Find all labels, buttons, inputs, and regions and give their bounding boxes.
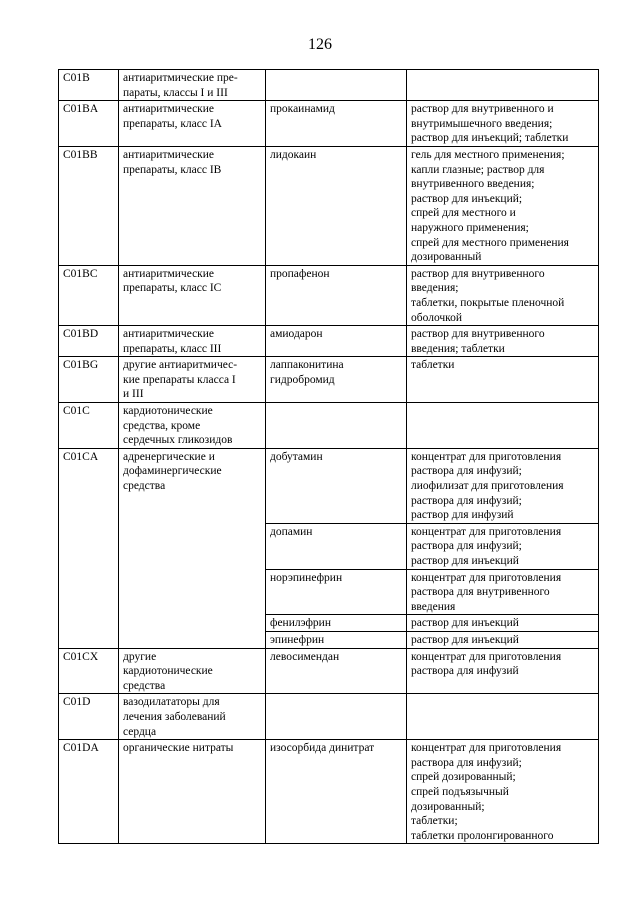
atc-group-cell: антиаритмические препараты, класс III <box>119 326 266 357</box>
dosage-form-cell: концентрат для приготовления раствора для инфузий; спрей дозированный; спрей подъязычный дозированный; таблетки; таблетки пролонгированного <box>407 740 599 844</box>
table-row <box>59 694 599 740</box>
atc-group-cell: антиаритмические препараты, класс IB <box>119 146 266 265</box>
drug-name-cell: эпинефрин <box>266 631 407 648</box>
drug-name-cell: прокаинамид <box>266 101 407 147</box>
table-row <box>59 101 599 147</box>
atc-group-cell: кардиотонические средства, кроме сердечных гликозидов <box>119 403 266 449</box>
atc-group-cell: другие антиаритмичес- кие препараты класса I и III <box>119 357 266 403</box>
atc-group-cell: адренергические и дофаминергические средства <box>119 448 266 648</box>
atc-code-cell: C01D <box>59 694 119 740</box>
dosage-form-cell: раствор для внутривенного введения; таблетки <box>407 326 599 357</box>
table-row <box>59 146 599 265</box>
dosage-form-cell: раствор для инъекций <box>407 615 599 632</box>
dosage-form-cell: концентрат для приготовления раствора для инфузий; лиофилизат для приготовления раствора для инфузий; раствор для инфузий <box>407 448 599 523</box>
dosage-form-cell <box>407 694 599 740</box>
atc-code-cell: C01DA <box>59 740 119 844</box>
drug-name-cell: добутамин <box>266 448 407 523</box>
atc-code-cell: C01B <box>59 70 119 101</box>
drug-name-cell <box>266 694 407 740</box>
drug-name-cell <box>266 403 407 449</box>
dosage-form-cell <box>407 403 599 449</box>
dosage-form-cell: раствор для инъекций <box>407 631 599 648</box>
dosage-form-cell <box>407 70 599 101</box>
drug-name-cell: лидокаин <box>266 146 407 265</box>
atc-group-cell: другие кардиотонические средства <box>119 648 266 694</box>
dosage-form-cell: концентрат для приготовления раствора для внутривенного введения <box>407 569 599 615</box>
table-row <box>59 357 599 403</box>
table-row <box>59 265 599 325</box>
dosage-form-cell: раствор для внутривенного введения; таблетки, покрытые пленочной оболочкой <box>407 265 599 325</box>
page-number: 126 <box>308 36 332 53</box>
drug-classification-table <box>58 69 599 844</box>
atc-group-cell: органические нитраты <box>119 740 266 844</box>
drug-name-cell: фенилэфрин <box>266 615 407 632</box>
atc-code-cell: C01BG <box>59 357 119 403</box>
table-row <box>59 326 599 357</box>
atc-code-cell: C01C <box>59 403 119 449</box>
table-row <box>59 70 599 101</box>
atc-group-cell: антиаритмические препараты, класс IA <box>119 101 266 147</box>
drug-name-cell: норэпинефрин <box>266 569 407 615</box>
atc-group-cell: вазодилататоры для лечения заболеваний сердца <box>119 694 266 740</box>
drug-name-cell: левосимендан <box>266 648 407 694</box>
atc-group-cell: антиаритмические препараты, класс IC <box>119 265 266 325</box>
table-row <box>59 740 599 844</box>
table-row <box>59 403 599 449</box>
atc-code-cell: C01BA <box>59 101 119 147</box>
dosage-form-cell: раствор для внутривенного и внутримышечного введения; раствор для инъекций; таблетки <box>407 101 599 147</box>
atc-code-cell: C01BD <box>59 326 119 357</box>
drug-name-cell: пропафенон <box>266 265 407 325</box>
table-row <box>59 648 599 694</box>
drug-name-cell <box>266 70 407 101</box>
table-row <box>59 448 599 523</box>
atc-code-cell: C01CX <box>59 648 119 694</box>
dosage-form-cell: гель для местного применения; капли глазные; раствор для внутривенного введения; раствор для инъекций; спрей для местного и наружного применения; спрей для местного применения дозированный <box>407 146 599 265</box>
atc-code-cell: C01CA <box>59 448 119 648</box>
atc-group-cell: антиаритмические пре- параты, классы I и III <box>119 70 266 101</box>
dosage-form-cell: концентрат для приготовления раствора для инфузий <box>407 648 599 694</box>
drug-name-cell: изосорбида динитрат <box>266 740 407 844</box>
atc-code-cell: C01BB <box>59 146 119 265</box>
drug-name-cell: лаппаконитина гидробромид <box>266 357 407 403</box>
dosage-form-cell: концентрат для приготовления раствора для инфузий; раствор для инъекций <box>407 523 599 569</box>
atc-code-cell: C01BC <box>59 265 119 325</box>
dosage-form-cell: таблетки <box>407 357 599 403</box>
drug-name-cell: амиодарон <box>266 326 407 357</box>
drug-name-cell: допамин <box>266 523 407 569</box>
